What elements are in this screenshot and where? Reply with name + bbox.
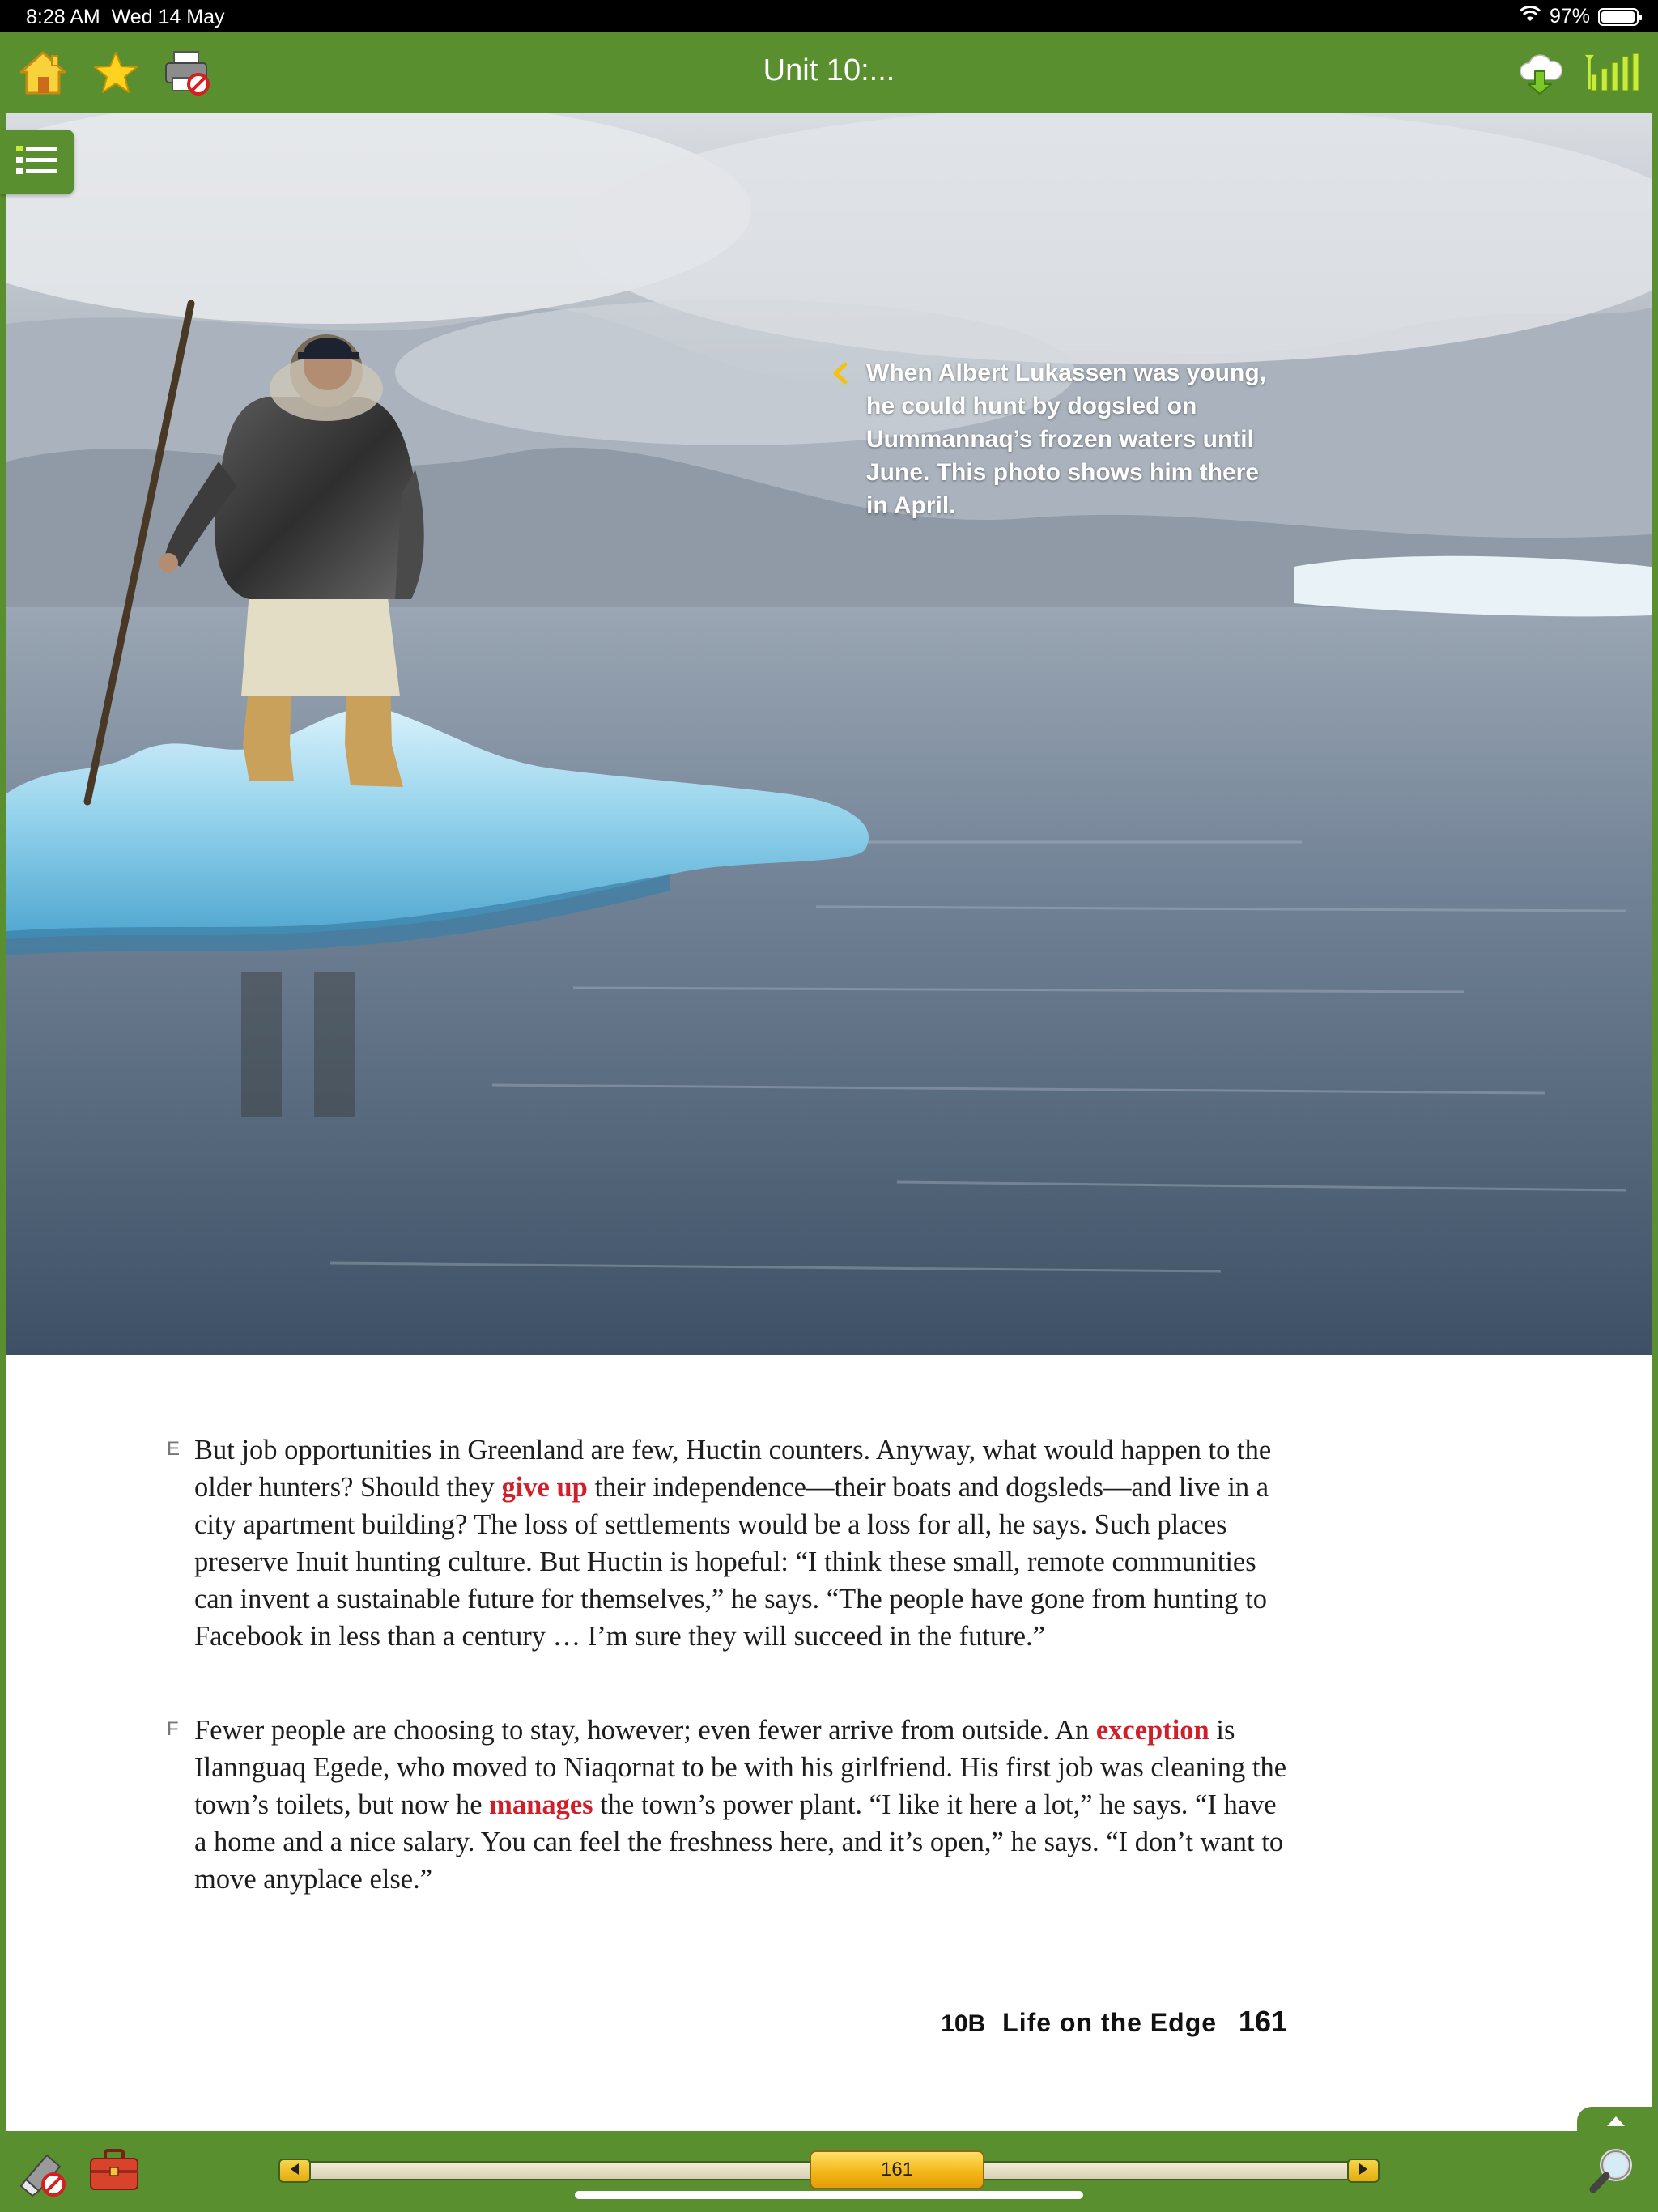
footer-unit: 10B <box>941 2010 986 2037</box>
triangle-left-icon <box>289 2163 300 2180</box>
page-title: Unit 10:... <box>763 53 895 87</box>
article-paragraph <box>194 1712 1295 1898</box>
slider-next-button[interactable] <box>1347 2159 1380 2183</box>
signal-strength-icon[interactable] <box>1584 45 1640 101</box>
photo-caption: When Albert Lukassen was young, he could hunt by dogsled on Uummannaq’s frozen waters until June. This photo shows him there in April. <box>866 359 1266 519</box>
paragraph-text: is Ilannguaq Egede, who moved to Niaqornat to be with his girlfriend. His first job was cleaning the town’s toilets, but now he <box>194 1715 1287 1820</box>
slider-previous-button[interactable] <box>278 2159 311 2183</box>
paragraph-text: Fewer people are choosing to stay, however; even fewer arrive from outside. An <box>194 1715 1096 1746</box>
cloud-download-icon[interactable] <box>1512 45 1569 101</box>
eraser-disabled-icon[interactable] <box>15 2144 71 2201</box>
footer-page-number: 161 <box>1238 2005 1287 2038</box>
status-bar <box>0 0 1658 32</box>
page-slider-thumb[interactable]: 161 <box>810 2150 984 2189</box>
battery-icon <box>1598 8 1639 26</box>
paragraph-letter: E <box>167 1438 181 1460</box>
caption-pointer-icon <box>831 361 850 385</box>
paragraph-text: But job opportunities in Greenland are few, Huctin counters. Anyway, what would happen to the older hunters? Should they <box>194 1435 1272 1503</box>
paragraph-text: the town’s power plant. “I like it here a lot,” he says. “I have a home and a nice salary. You can feel the freshness here, and it’s open,” he says. “I don’t want to move anyplace else.” <box>194 1789 1284 1895</box>
status-time: 8:28 AM Wed 14 May <box>26 6 225 28</box>
wifi-icon <box>1519 5 1541 28</box>
battery-percent: 97% <box>1549 5 1590 28</box>
article-paragraph <box>194 1431 1295 1655</box>
table-of-contents-button[interactable] <box>0 130 74 194</box>
vocabulary-word[interactable]: give up <box>501 1472 588 1503</box>
toolbox-icon[interactable] <box>87 2146 144 2199</box>
zoom-search-icon[interactable] <box>1587 2146 1643 2197</box>
vocabulary-word[interactable]: manages <box>489 1789 593 1820</box>
paragraph-text: their independence—their boats and dogsleds—and live in a city apartment building? The loss of settlements would be a loss for all, he says. Such places preserve Inuit hunting culture. But Huctin is hopeful: “I think these small, remote communities can invent a sustainable future for themselves,” he says. “The people have gone from hunting to Facebook in less than a century … I’m sure they will succeed in the future.” <box>194 1472 1269 1652</box>
photo-arctic-hunter <box>6 113 1652 1355</box>
scroll-up-icon <box>1605 2115 1626 2132</box>
page-footer <box>941 2005 1287 2039</box>
vocabulary-word[interactable]: exception <box>1095 1715 1209 1746</box>
list-icon <box>13 141 62 184</box>
home-indicator <box>575 2191 1083 2199</box>
status-right <box>1519 5 1639 28</box>
top-toolbar <box>0 32 1658 115</box>
battery-level <box>1601 11 1635 23</box>
footer-section-title: Life on the Edge <box>1002 2008 1218 2037</box>
triangle-right-icon <box>1358 2163 1369 2180</box>
paragraph-letter: F <box>167 1718 179 1740</box>
